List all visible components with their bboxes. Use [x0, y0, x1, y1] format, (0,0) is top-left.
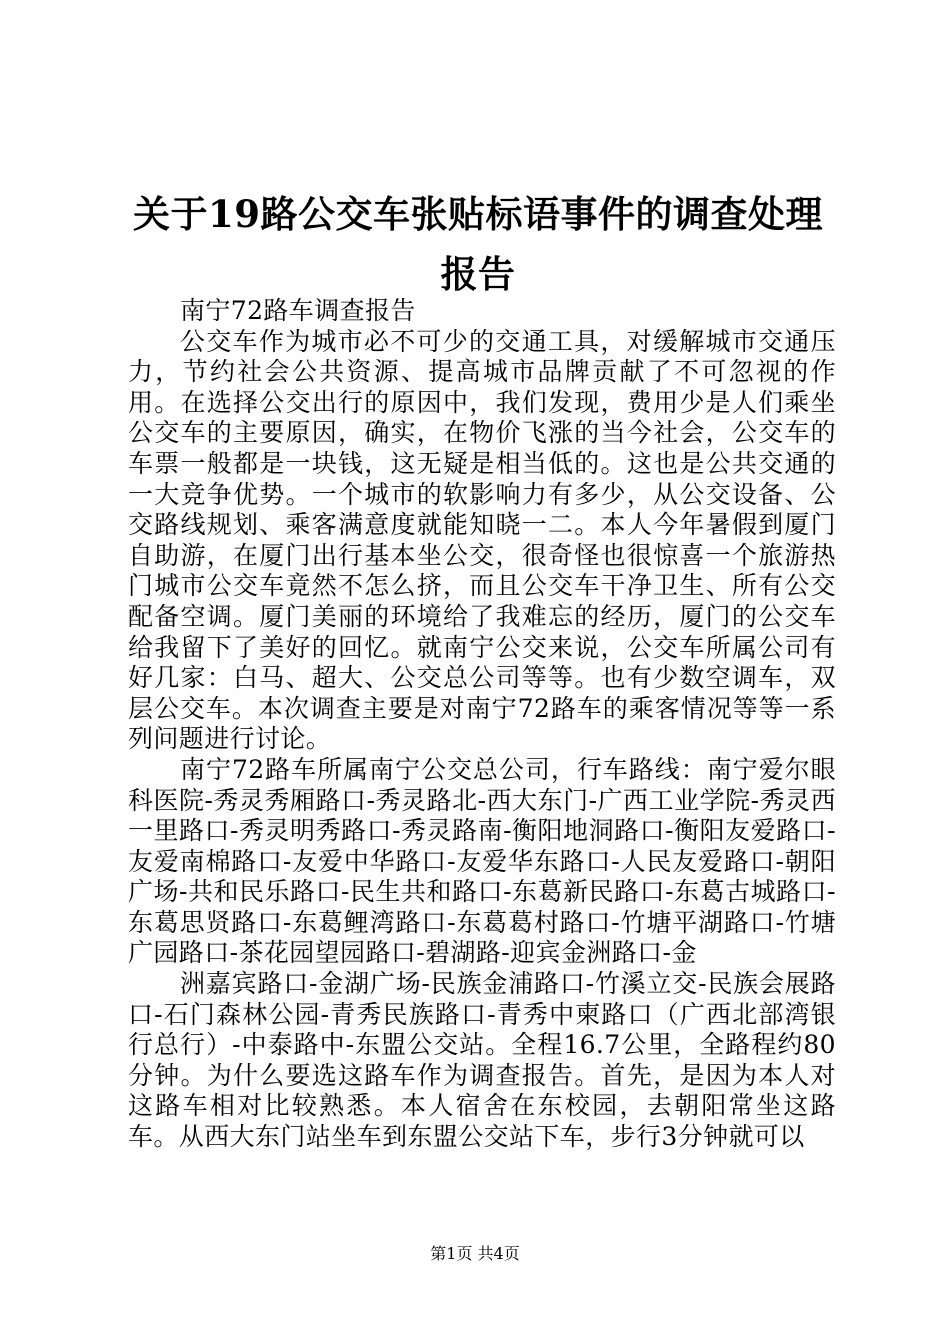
document-title: 关于19路公交车张贴标语事件的调查处理报告: [133, 192, 823, 296]
page-footer: 第1页 共4页: [430, 1244, 520, 1263]
paragraph-intro: 公交车作为城市必不可少的交通工具，对缓解城市交通压力，节约社会公共资源、提高城市品牌贡献了不可忽视的作用。在选择公交出行的原因中，我们发现，费用少是人们乘坐公交车的主要原因，确实，在物价飞涨的当今社会，公交车的车票一般都是一块钱，这无疑是相当低的。这也是公共交通的一大竞争优势。一个城市的软影响力有多少，从公交设备、公交路线规划、乘客满意度就能知晓一二。本人今年暑假到厦门自助游，在厦门出行基本坐公交，很奇怪也很惊喜一个旅游热门城市公交车竟然不怎么挤，而且公交车干净卫生、所有公交配备空调。厦门美丽的环境给了我难忘的经历，厦门的公交车给我留下了美好的回忆。就南宁公交来说，公交车所属公司有好几家：白马、超大、公交总公司等等。也有少数空调车，双层公交车。本次调查主要是对南宁72路车的乘客情况等等一系列问题进行讨论。: [128, 326, 836, 754]
document-body: [128, 296, 836, 1153]
paragraph-route-continued: 洲嘉宾路口-金湖广场-民族金浦路口-竹溪立交-民族会展路口-石门森林公园-青秀民族路口-青秀中柬路口（广西北部湾银行总行）-中泰路中-东盟公交站。全程16.7公里，全路程约80分钟。为什么要选这路车作为调查报告。首先，是因为本人对这路车相对比较熟悉。本人宿舍在东校园，去朝阳常坐这路车。从西大东门站坐车到东盟公交站下车，步行3分钟就可以: [128, 969, 836, 1152]
paragraph-route: 南宁72路车所属南宁公交总公司，行车路线：南宁爱尔眼科医院-秀灵秀厢路口-秀灵路北-西大东门-广西工业学院-秀灵西一里路口-秀灵明秀路口-秀灵路南-衡阳地洞路口-衡阳友爱路口-友爱南棉路口-友爱中华路口-友爱华东路口-人民友爱路口-朝阳广场-共和民乐路口-民生共和路口-东葛新民路口-东葛古城路口-东葛思贤路口-东葛鲤湾路口-东葛葛村路口-竹塘平湖路口-竹塘广园路口-茶花园望园路口-碧湖路-迎宾金洲路口-金: [128, 754, 836, 968]
paragraph-subtitle: 南宁72路车调查报告: [180, 296, 416, 325]
